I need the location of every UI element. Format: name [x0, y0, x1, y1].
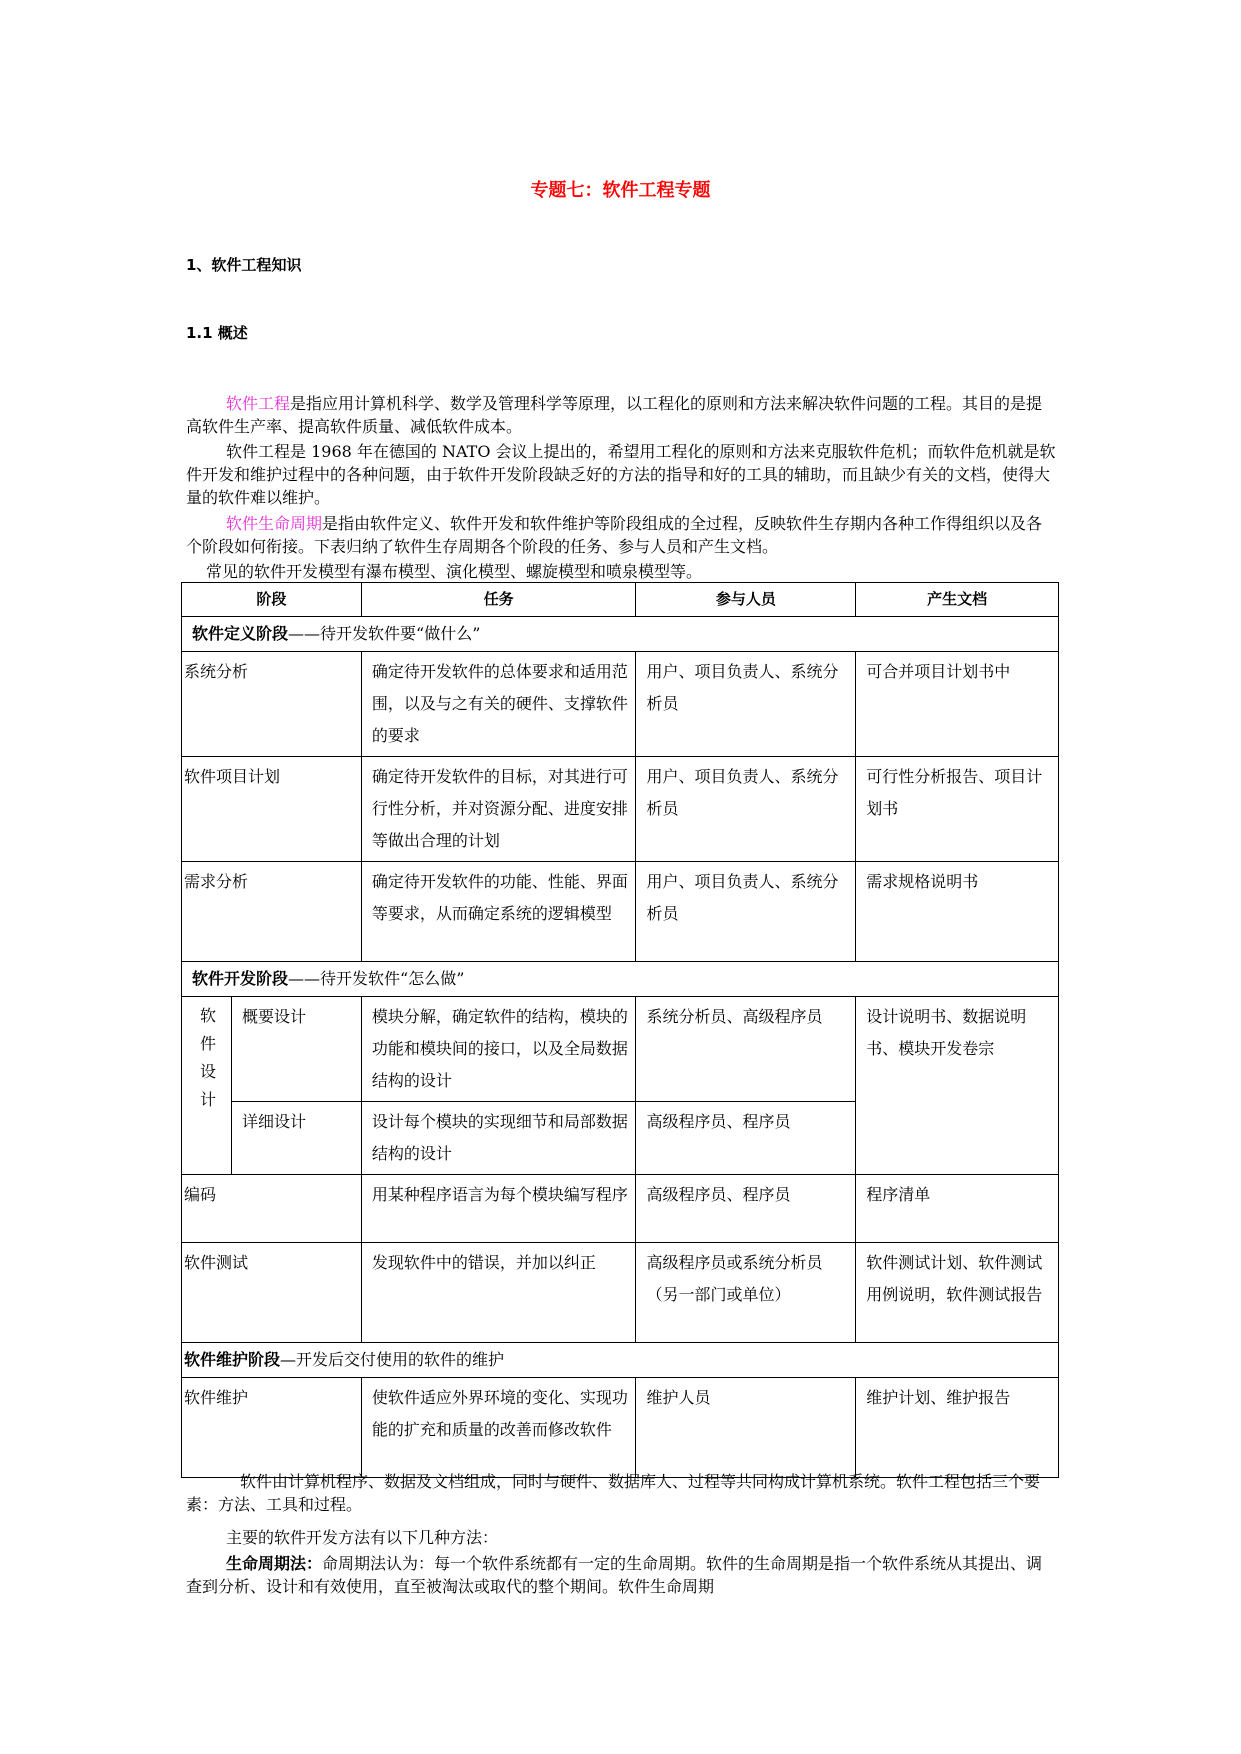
cell-docs: 程序清单: [856, 1175, 1059, 1243]
table-row: [182, 1243, 1059, 1343]
cell-task: 确定待开发软件的总体要求和适用范围，以及与之有关的硬件、支撑软件的要求: [361, 652, 636, 757]
page-title: 专题七：软件工程专题: [530, 180, 711, 201]
header-personnel: 参与人员: [636, 583, 856, 617]
cell-personnel: 高级程序员、程序员: [636, 1102, 856, 1175]
cell-phase: 软件测试: [182, 1243, 362, 1343]
cell-personnel: 系统分析员、高级程序员: [636, 997, 856, 1102]
paragraph-methods: 主要的软件开发方法有以下几种方法：: [226, 1528, 499, 1547]
paragraph-lifecycle-method: [186, 1552, 1056, 1598]
stage-desc: —开发后交付使用的软件的维护: [280, 1350, 505, 1369]
paragraph-text: 是指应用计算机科学、数学及管理科学等原理，以工程化的原则和方法来解决软件问题的工程。其目的是提高软件生产率、提高软件质量、减低软件成本。: [186, 394, 1043, 436]
cell-phase: 软件项目计划: [182, 757, 362, 862]
paragraph-history: 软件工程是 1968 年在德国的 NATO 会议上提出的，希望用工程化的原则和方法来克服软件危机；而软件危机就是软件开发和维护过程中的各种问题，由于软件开发阶段缺乏好的方法的指导和好的工具的辅助，而且缺少有关的文档，使得大量的软件难以维护。: [186, 442, 1056, 507]
section-heading: 1、软件工程知识: [186, 256, 302, 274]
stage-development: [182, 962, 1059, 997]
table-row: [182, 1175, 1059, 1243]
stage-desc: ——待开发软件“怎么做”: [288, 969, 465, 988]
cell-phase: 详细设计: [231, 1102, 361, 1175]
cell-personnel: 高级程序员或系统分析员（另一部门或单位）: [636, 1243, 856, 1343]
cell-task: 模块分解，确定软件的结构，模块的功能和模块间的接口，以及全局数据结构的设计: [361, 997, 636, 1102]
cell-phase: 软件维护: [182, 1378, 362, 1478]
cell-personnel: 维护人员: [636, 1378, 856, 1478]
term-highlight: 软件工程: [226, 394, 291, 413]
table-row: [182, 1378, 1059, 1478]
cell-task: 设计每个模块的实现细节和局部数据结构的设计: [361, 1102, 636, 1175]
cell-task: 确定待开发软件的目标，对其进行可行性分析，并对资源分配、进度安排等做出合理的计划: [361, 757, 636, 862]
cell-docs: 可行性分析报告、项目计划书: [856, 757, 1059, 862]
stage-definition: [182, 617, 1059, 652]
cell-phase: 系统分析: [182, 652, 362, 757]
table-row: [182, 862, 1059, 962]
cell-task: 确定待开发软件的功能、性能、界面等要求，从而确定系统的逻辑模型: [361, 862, 636, 962]
cell-phase: 编码: [182, 1175, 362, 1243]
stage-desc: ——待开发软件要“做什么”: [288, 624, 481, 643]
paragraph-text: 命周期法认为：每一个软件系统都有一定的生命周期。软件的生命周期是指一个软件系统从其提出、调查到分析、设计和有效使用，直至被淘汰或取代的整个期间。软件生命周期: [186, 1554, 1043, 1596]
stage-label: 软件开发阶段: [192, 969, 289, 988]
table-row: [182, 757, 1059, 862]
stage-row: [182, 617, 1059, 652]
paragraph-text: 是指由软件定义、软件开发和软件维护等阶段组成的全过程，反映软件生存期内各种工作得组织以及各个阶段如何衔接。下表归纳了软件生存周期各个阶段的任务、参与人员和产生文档。: [186, 514, 1043, 556]
cell-personnel: 高级程序员、程序员: [636, 1175, 856, 1243]
term-highlight: 软件生命周期: [226, 514, 323, 533]
stage-label: 软件定义阶段: [192, 624, 289, 643]
cell-task: 发现软件中的错误，并加以纠正: [361, 1243, 636, 1343]
cell-phase: 需求分析: [182, 862, 362, 962]
lifecycle-table: [181, 582, 1059, 1478]
cell-task: 用某种程序语言为每个模块编写程序: [361, 1175, 636, 1243]
stage-label: 软件维护阶段: [184, 1350, 281, 1369]
header-task: 任务: [361, 583, 636, 617]
cell-personnel: 用户、项目负责人、系统分析员: [636, 757, 856, 862]
header-docs: 产生文档: [856, 583, 1059, 617]
cell-docs: 维护计划、维护报告: [856, 1378, 1059, 1478]
cell-phase: 概要设计: [231, 997, 361, 1102]
stage-maintenance: [182, 1343, 1059, 1378]
stage-row: [182, 962, 1059, 997]
design-label: 软件设计: [197, 1007, 217, 1119]
term-bold: 生命周期法：: [226, 1554, 323, 1573]
cell-docs: 需求规格说明书: [856, 862, 1059, 962]
paragraph-lifecycle: [186, 512, 1056, 558]
cell-task: 使软件适应外界环境的变化、实现功能的扩充和质量的改善而修改软件: [361, 1378, 636, 1478]
header-stage: 阶段: [182, 583, 362, 617]
table-row: [182, 652, 1059, 757]
table-row: [182, 997, 1059, 1102]
table-header-row: [182, 583, 1059, 617]
cell-docs: 设计说明书、数据说明书、模块开发卷宗: [856, 997, 1059, 1175]
cell-docs: 可合并项目计划书中: [856, 652, 1059, 757]
cell-design-group: [182, 997, 232, 1175]
cell-personnel: 用户、项目负责人、系统分析员: [636, 862, 856, 962]
paragraph-definition: [186, 392, 1056, 438]
paragraph-models: 常见的软件开发模型有瀑布模型、演化模型、螺旋模型和喷泉模型等。: [206, 562, 703, 581]
stage-row: [182, 1343, 1059, 1378]
subsection-heading: 1.1 概述: [186, 324, 248, 342]
cell-docs: 软件测试计划、软件测试用例说明，软件测试报告: [856, 1243, 1059, 1343]
cell-personnel: 用户、项目负责人、系统分析员: [636, 652, 856, 757]
paragraph-components: 软件由计算机程序、数据及文档组成，同时与硬件、数据库人、过程等共同构成计算机系统。软件工程包括三个要素：方法、工具和过程。: [186, 1472, 1041, 1514]
